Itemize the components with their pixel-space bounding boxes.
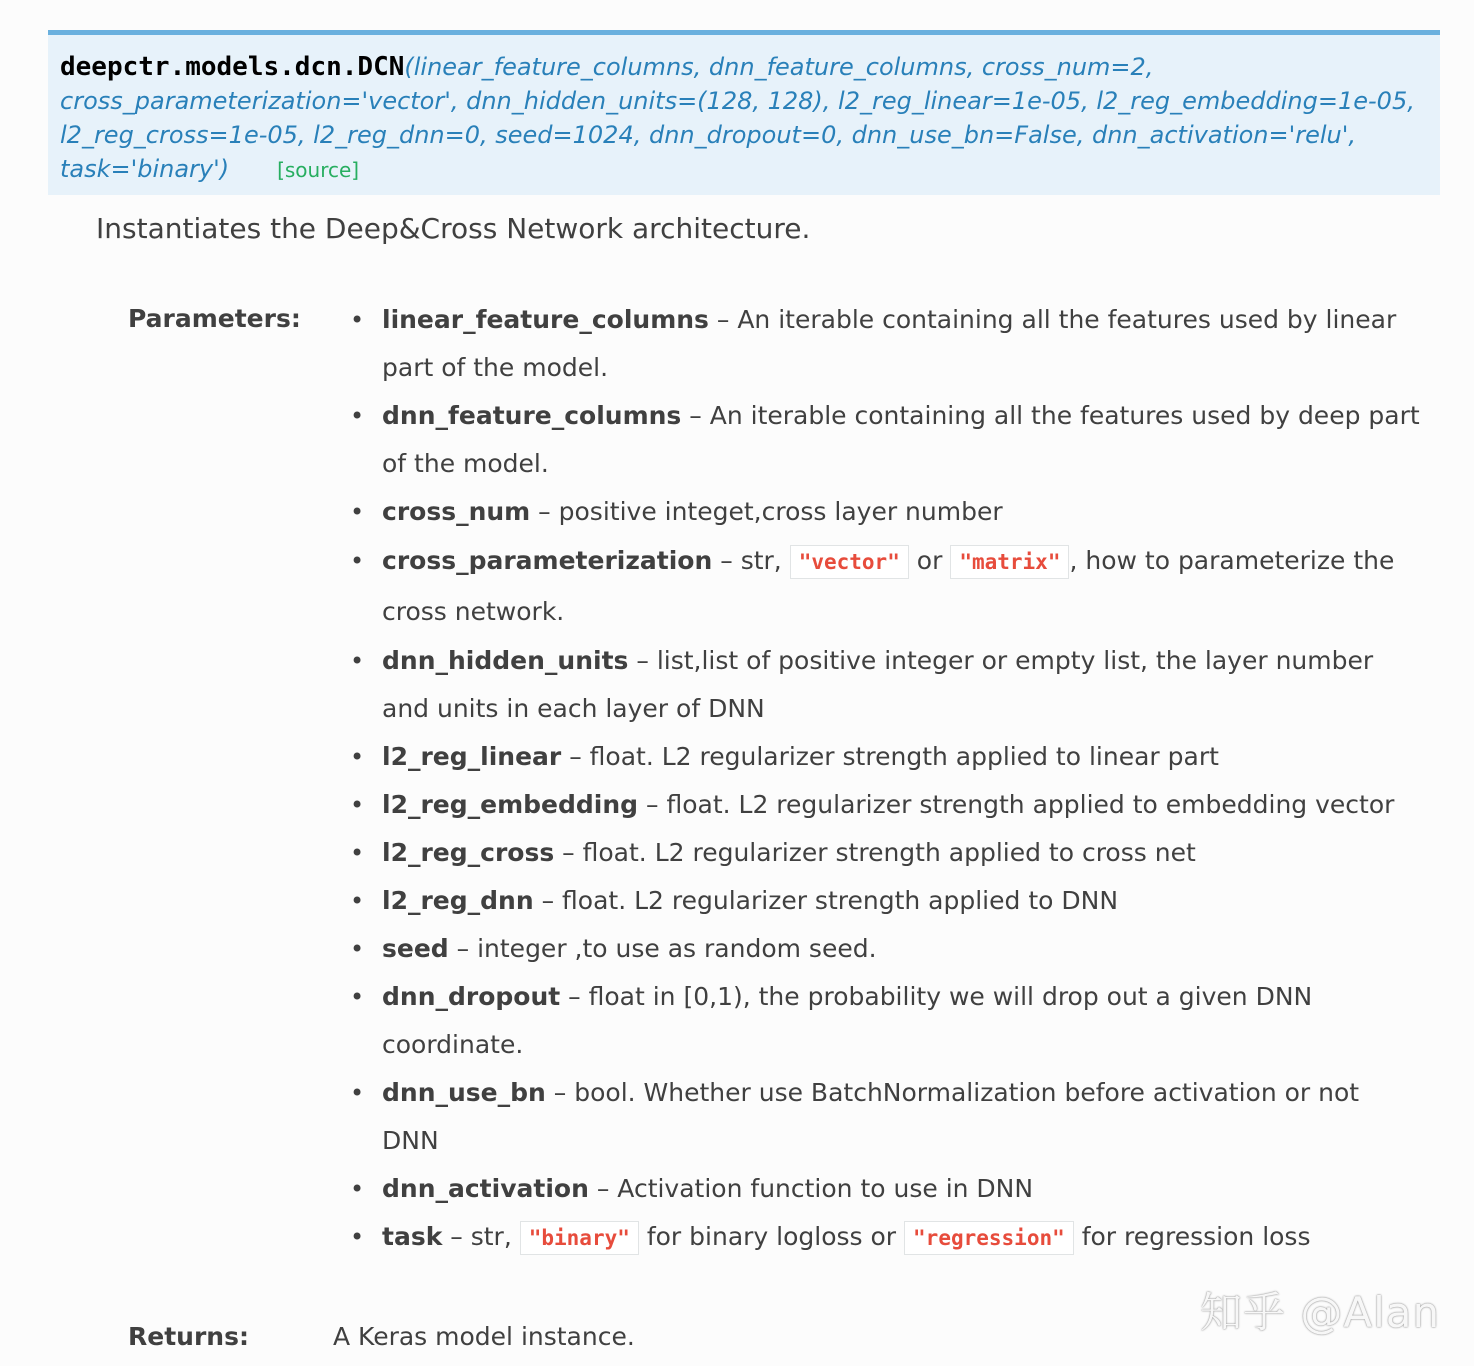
parameter-separator: – — [448, 934, 478, 963]
parameters-list — [350, 296, 1420, 1262]
parameter-item — [350, 781, 1420, 829]
literal-code: "binary" — [520, 1221, 639, 1255]
parameter-name: seed — [382, 934, 449, 963]
source-link[interactable]: [source] — [277, 158, 360, 182]
parameter-name: l2_reg_cross — [382, 838, 555, 867]
parameter-separator: – — [533, 886, 563, 915]
parameter-description: positive integet,cross layer number — [558, 497, 1003, 526]
parameter-item — [350, 1213, 1420, 1262]
parameter-description: float. L2 regularizer strength applied to embedding vector — [666, 790, 1395, 819]
parameter-name: l2_reg_linear — [382, 742, 562, 771]
parameter-description: float. L2 regularizer strength applied to DNN — [562, 886, 1119, 915]
parameter-name: dnn_use_bn — [382, 1078, 546, 1107]
parameter-description: str, — [470, 1222, 520, 1251]
parameter-separator: – — [530, 497, 559, 526]
parameter-separator: – — [588, 1174, 618, 1203]
parameter-item — [350, 488, 1420, 536]
parameter-name: l2_reg_dnn — [382, 886, 534, 915]
parameter-description: bool. Whether use BatchNormalization before activation or not DNN — [382, 1078, 1360, 1155]
parameter-description: float. L2 regularizer strength applied to linear part — [589, 742, 1219, 771]
zhihu-watermark: 知乎 @Alan — [1200, 1288, 1441, 1337]
parameter-description: An iterable containing all the features used by linear part of the model. — [382, 305, 1397, 382]
signature-prefix: deepctr.models.dcn.DCN — [60, 52, 405, 82]
parameter-separator: – — [545, 1078, 575, 1107]
parameter-name: cross_parameterization — [382, 546, 713, 575]
function-signature — [48, 30, 1440, 195]
parameter-separator: – — [638, 790, 667, 819]
parameter-description: Activation function to use in DNN — [617, 1174, 1034, 1203]
parameter-item — [350, 829, 1420, 877]
parameter-separator: – — [561, 742, 590, 771]
parameter-name: dnn_feature_columns — [382, 401, 682, 430]
parameter-separator: – — [712, 546, 741, 575]
literal-code: "vector" — [790, 545, 909, 579]
returns-value: A Keras model instance. — [333, 1322, 635, 1351]
parameter-name: dnn_hidden_units — [382, 646, 629, 675]
parameter-item — [350, 1165, 1420, 1213]
parameter-name: task — [382, 1222, 443, 1251]
parameter-description: integer ,to use as random seed. — [477, 934, 877, 963]
parameter-item — [350, 296, 1420, 392]
parameter-separator: – — [708, 305, 738, 334]
parameter-separator: – — [628, 646, 657, 675]
parameter-description: or — [908, 546, 951, 575]
parameter-description: , how to parameterize the cross network. — [382, 546, 1395, 626]
parameter-name: l2_reg_embedding — [382, 790, 639, 819]
parameter-description: for regression loss — [1073, 1222, 1311, 1251]
parameter-name: dnn_activation — [382, 1174, 589, 1203]
signature-params: (linear_feature_columns, dnn_feature_columns, cross_num=2, cross_parameterization='vector', dnn_hidden_units=(128, 128), l2_reg_linear=1e-05, l2_reg_embedding=1e-05, l2_reg_cross=1e-05, l2_reg_dnn=0, seed=1024, dnn_dropout=0, dnn_use_bn=False, dnn_activation='relu', task='binary') — [60, 53, 1415, 183]
parameter-description: for binary logloss or — [638, 1222, 905, 1251]
parameter-description: An iterable containing all the features used by deep part of the model. — [382, 401, 1420, 478]
parameter-name: dnn_dropout — [382, 982, 561, 1011]
parameter-separator: – — [681, 401, 710, 430]
parameter-description: str, — [740, 546, 790, 575]
parameter-item — [350, 925, 1420, 973]
parameter-separator: – — [554, 838, 583, 867]
parameter-separator: – — [560, 982, 589, 1011]
parameter-description: float. L2 regularizer strength applied to cross net — [582, 838, 1196, 867]
parameter-item — [350, 733, 1420, 781]
parameter-item — [350, 877, 1420, 925]
parameter-item — [350, 392, 1420, 488]
parameter-description: float in [0,1), the probability we will drop out a given DNN coordinate. — [382, 982, 1313, 1059]
parameter-item — [350, 637, 1420, 733]
parameters-label: Parameters: — [128, 304, 301, 333]
literal-code: "regression" — [904, 1221, 1074, 1255]
parameter-description: list,list of positive integer or empty list, the layer number and units in each layer of DNN — [382, 646, 1374, 723]
parameter-item — [350, 536, 1420, 637]
parameter-item — [350, 973, 1420, 1069]
literal-code: "matrix" — [950, 545, 1069, 579]
returns-label: Returns: — [128, 1322, 249, 1351]
parameter-name: linear_feature_columns — [382, 305, 709, 334]
parameter-name: cross_num — [382, 497, 531, 526]
function-description: Instantiates the Deep&Cross Network architecture. — [96, 212, 811, 245]
parameter-item — [350, 1069, 1420, 1165]
parameter-separator: – — [442, 1222, 471, 1251]
